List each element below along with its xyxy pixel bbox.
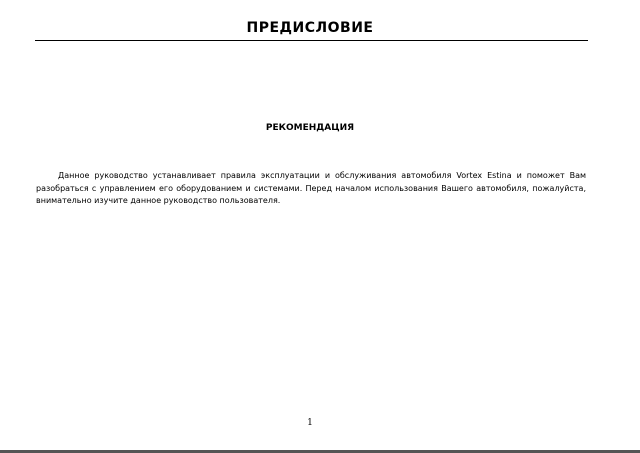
body-paragraph: Данное руководство устанавливает правила эксплуатации и обслуживания автомобиля Vortex Estina и поможет Вам разобраться с управлением его оборудованием и системами. Перед началом использования Вашего автомобиля, пожалуйста, внимательно изучите данное руководство пользователя. xyxy=(36,171,586,205)
section-heading: РЕКОМЕНДАЦИЯ xyxy=(265,123,355,133)
title-underline-divider xyxy=(35,40,588,41)
page-title: ПРЕДИСЛОВИЕ xyxy=(246,20,374,36)
page-number: 1 xyxy=(307,418,313,428)
